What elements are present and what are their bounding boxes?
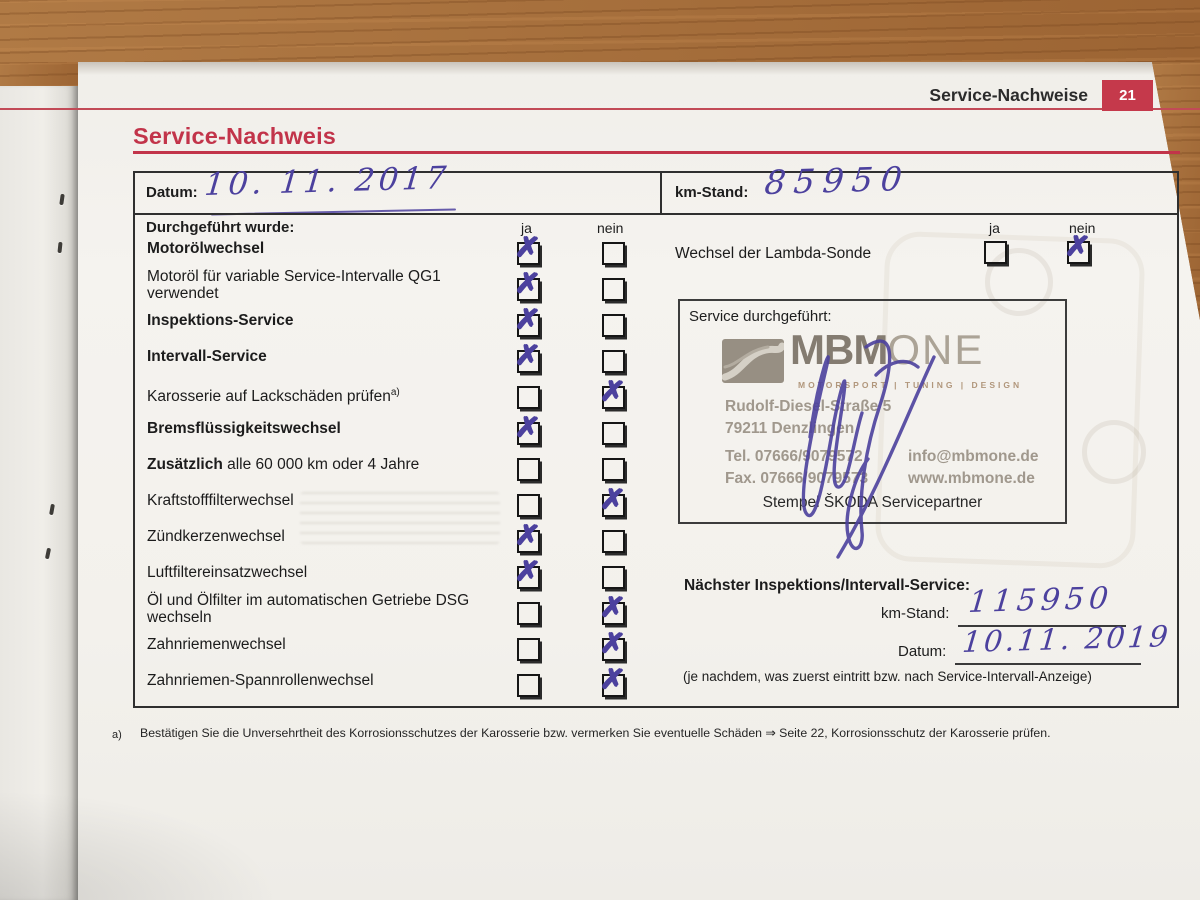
checkbox-nein[interactable] [1067,241,1090,264]
lambda-row-label: Wechsel der Lambda-Sonde [675,245,872,262]
service-row [145,667,655,703]
checkbox-ja[interactable] [984,241,1007,264]
service-row-label: Intervall-Service [147,348,267,365]
stamp-address-line2: 79211 Denzlingen [725,420,855,437]
mbm-logo-icon [722,339,784,383]
service-row [145,559,655,595]
checkbox-ja[interactable] [517,530,540,553]
service-row-label: Zahnriemenwechsel [147,636,286,653]
service-row-label: Zusätzlich alle 60 000 km oder 4 Jahre [147,456,420,473]
page-number-badge: 21 [1102,80,1153,111]
checkbox-nein[interactable] [602,674,625,697]
service-row-label: Öl und Ölfilter im automatischen Getriebe DSG wechseln [147,592,470,626]
service-row-list [145,235,655,703]
checkbox-nein[interactable] [602,566,625,589]
service-row-label: Zündkerzenwechsel [147,528,285,545]
running-header: Service-Nachweise [929,85,1088,105]
stamp-email: info@mbmone.de [908,448,1039,465]
service-row [145,235,655,271]
checkbox-nein[interactable] [602,386,625,409]
service-row [145,592,655,631]
mbm-logo-secondary-text: ONE [887,326,985,373]
next-service-datum-label: Datum: [898,643,947,660]
checkbox-ja[interactable] [517,566,540,589]
footnote-marker: a) [112,729,122,741]
title-underline [133,151,1180,154]
next-service-datum-handwritten: 10.11. 2019 [961,619,1173,659]
service-row [145,523,655,559]
stamp-fax: Fax. 07666/9079573 [725,470,869,487]
page-corner-shade [0,790,280,900]
staple [49,504,55,516]
checkbox-nein[interactable] [602,638,625,661]
service-row [145,343,655,379]
stamp-box [678,299,1067,524]
service-row-label: Kraftstofffilterwechsel [147,492,294,509]
next-service-km-label: km-Stand: [881,605,950,622]
mbm-logo [722,326,985,383]
datum-label: Datum: [146,184,198,201]
stamp-web: www.mbmone.de [908,470,1035,487]
service-row-label: Zahnriemen-Spannrollenwechsel [147,672,374,689]
datum-value-handwritten: 10. 11. 2017 [203,160,452,203]
stamp-address-line1: Rudolf-Diesel-Straße 5 [725,398,892,415]
ja-column-header-right: ja [989,220,1000,236]
service-row-label: Inspektions-Service [147,312,294,329]
service-row [145,631,655,667]
mbm-logo-main-text: MBM [790,326,888,373]
checkbox-ja[interactable] [517,386,540,409]
km-label: km-Stand: [675,184,749,201]
service-row-label: Bremsflüssigkeitswechsel [147,420,341,437]
checkbox-ja[interactable] [517,602,540,625]
km-value-handwritten: 85950 [763,158,912,202]
service-record-form [133,158,1179,708]
checkbox-nein[interactable] [602,530,625,553]
checkbox-nein[interactable] [602,458,625,481]
checkbox-nein[interactable] [602,278,625,301]
checkbox-nein[interactable] [602,350,625,373]
service-row [145,307,655,343]
next-service-datum-line [955,663,1141,665]
nein-column-header: nein [597,220,624,236]
page-edge-shadow [78,62,1200,75]
service-row-label: Motoröl für variable Service-Intervalle QG1 verwendet [147,268,441,302]
next-service-note: (je nachdem, was zuerst eintritt bzw. nach Service-Intervall-Anzeige) [683,669,1092,684]
field-divider [660,173,662,213]
booklet-left-pages [0,86,78,900]
checkbox-ja[interactable] [517,422,540,445]
stamp-tel: Tel. 07666/9079572 [725,448,863,465]
service-row [145,451,655,487]
service-row-label: Luftfiltereinsatzwechsel [147,564,308,581]
done-header: Durchgeführt wurde: [146,219,295,236]
desk-surface-corner [0,62,78,86]
page-top-red-rule [0,108,1200,110]
next-service-km-handwritten: 115950 [967,580,1115,620]
service-row [145,487,655,523]
checkbox-nein[interactable] [602,494,625,517]
checkbox-ja[interactable] [517,278,540,301]
ja-column-header: ja [521,220,532,236]
service-row-label: Motorölwechsel [147,240,265,257]
staple [45,548,51,560]
checkbox-nein[interactable] [602,242,625,265]
service-row [145,268,655,307]
service-row-label: Karosserie auf Lackschäden prüfen$^{a)}$ [147,387,400,406]
service-row [145,379,655,415]
stamp-footer: Stempel ŠKODA Servicepartner [762,494,983,511]
checkbox-ja[interactable] [517,242,540,265]
service-row [145,415,655,451]
stamp-caption: Service durchgeführt: [689,308,832,325]
staple [59,194,64,205]
mbm-logo-tagline: MOTORSPORT | TUNING | DESIGN [798,380,1023,390]
checkbox-ja[interactable] [517,350,540,373]
checkbox-nein[interactable] [602,422,625,445]
checkbox-ja[interactable] [517,494,540,517]
nein-column-header-right: nein [1069,220,1096,236]
checkbox-ja[interactable] [517,674,540,697]
checkbox-nein[interactable] [602,314,625,337]
checkbox-ja[interactable] [517,458,540,481]
checkbox-nein[interactable] [602,602,625,625]
desk-surface [0,0,1200,62]
checkbox-ja[interactable] [517,314,540,337]
footnote-text: Bestätigen Sie die Unversehrtheit des Korrosionsschutzes der Karosserie bzw. vermerken Sie eventuelle Schäden ⇒ Seite 22, Korrosionsschutz der Karosserie prüfen. [140,726,1051,740]
page-title: Service-Nachweis [133,123,337,149]
checkbox-ja[interactable] [517,638,540,661]
staple [57,242,62,253]
header-row-divider [135,213,1177,215]
next-service-title: Nächster Inspektions/Intervall-Service: [684,577,971,594]
